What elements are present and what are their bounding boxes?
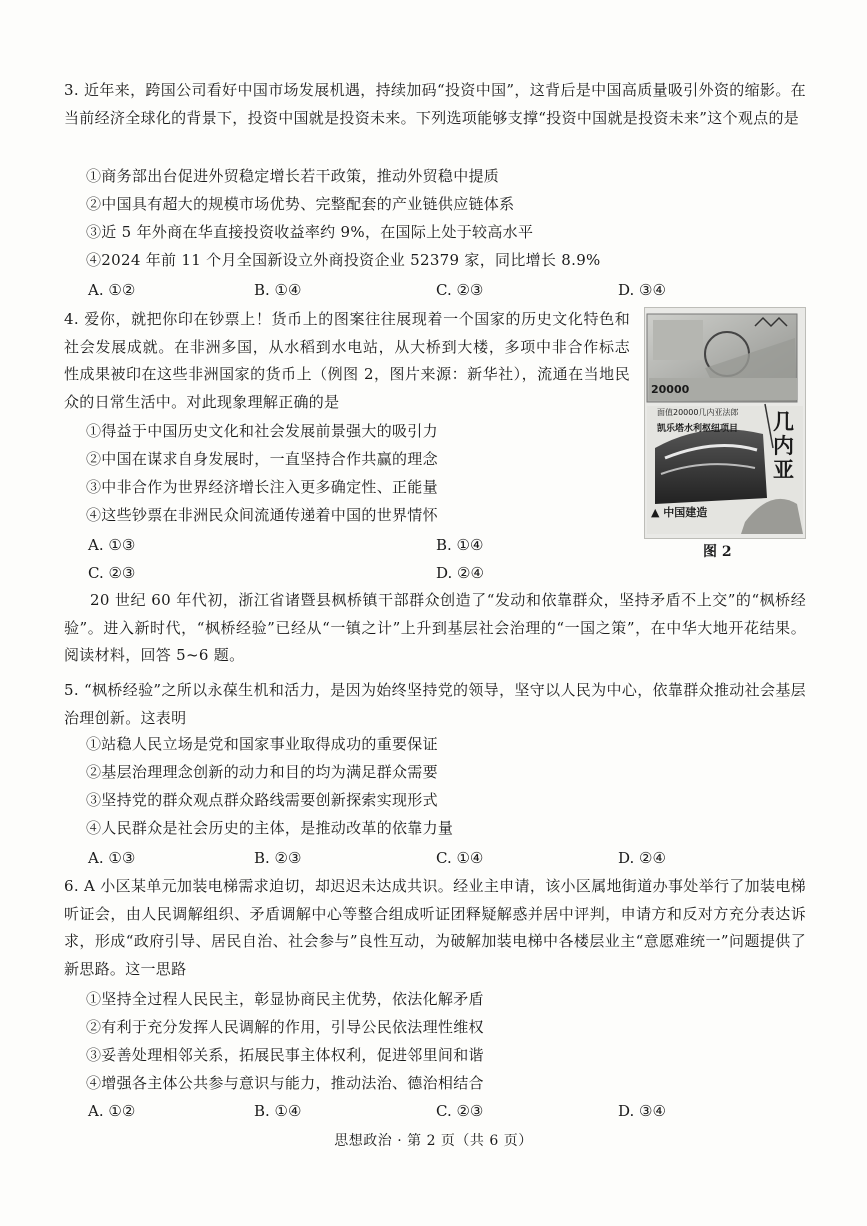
reading-material: 20 世纪 60 年代初，浙江省诸暨县枫桥镇干部群众创造了“发动和依靠群众，坚持矛盾不上交”的“枫桥经验”。进入新时代，“枫桥经验”已经从“一镇之计”上升到基层社会治理的“一国之策”，在中华大地开花结果。阅读材料，回答 5~6 题。: [64, 591, 806, 664]
question-4-item-2: ②中国在谋求自身发展时，一直坚持合作共赢的理念: [86, 450, 438, 468]
project-name: 凯乐塔水利枢纽项目: [657, 424, 739, 434]
figure-caption: 图 2: [703, 544, 732, 560]
question-6-item-1: ①坚持全过程人民民主，彰显协商民主优势，依法化解矛盾: [86, 990, 484, 1008]
option-c: C. ②③: [436, 281, 484, 299]
question-5-item-4: ④人民群众是社会历史的主体，是推动改革的依靠力量: [86, 819, 454, 837]
option-b: B. ②③: [254, 849, 302, 867]
option-d: D. ③④: [618, 281, 666, 299]
option-d: D. ②④: [618, 849, 666, 867]
option-b: B. ①④: [254, 1102, 302, 1120]
option-d: D. ②④: [436, 564, 484, 582]
option-b: B. ①④: [436, 536, 484, 554]
question-4-stem: 4. 爱你，就把你印在钞票上！货币上的图案往往展现着一个国家的历史文化特色和社会发展成就。在非洲多国，从水稻到水电站，从大桥到大楼，多项中非合作标志性成果被印在这些非洲国家的货币上（例图 2，图片来源：新华社），流通在当地民众的日常生活中。对此现象理解正确的是: [64, 310, 630, 411]
question-6-stem: 6. A 小区某单元加装电梯需求迫切，却迟迟未达成共识。经业主申请，该小区属地街道办事处举行了加装电梯听证会，由人民调解组织、矛盾调解中心等整合组成听证团释疑解惑并居中评判，申请方和反对方充分表达诉求，形成“政府引导、居民自治、社会参与”良性互动，为破解加装电梯中各楼层业主“意愿难统一”问题提供了新思路。这一思路: [64, 877, 806, 978]
question-6-item-3: ③妥善处理相邻关系，拓展民事主体权利，促进邻里间和谐: [86, 1046, 484, 1064]
question-4-item-1: ①得益于中国历史文化和社会发展前景强大的吸引力: [86, 422, 438, 440]
option-a: A. ①③: [88, 536, 136, 554]
question-6-item-2: ②有利于充分发挥人民调解的作用，引导公民依法理性维权: [86, 1018, 484, 1036]
option-a: A. ①②: [88, 1102, 136, 1120]
question-5-stem: 5. “枫桥经验”之所以永葆生机和活力，是因为始终坚持党的领导，坚守以人民为中心，依靠群众推动社会基层治理创新。这表明: [64, 681, 806, 727]
question-3-item-1: ①商务部出台促进外贸稳定增长若干政策，推动外贸稳中提质: [86, 167, 500, 185]
question-3-item-2: ②中国具有超大的规模市场优势、完整配套的产业链供应链体系: [86, 195, 515, 213]
question-5-item-3: ③坚持党的群众观点群众路线需要创新探索实现形式: [86, 791, 438, 809]
question-3-item-4: ④2024 年前 11 个月全国新设立外商投资企业 52379 家，同比增长 8.9%: [86, 251, 601, 269]
question-6-item-4: ④增强各主体公共参与意识与能力，推动法治、德治相结合: [86, 1074, 484, 1092]
company-label: ▲ 中国建造: [651, 506, 708, 519]
option-c: C. ①④: [436, 849, 484, 867]
question-5-item-1: ①站稳人民立场是党和国家事业取得成功的重要保证: [86, 735, 438, 753]
question-5-item-2: ②基层治理理念创新的动力和目的均为满足群众需要: [86, 763, 438, 781]
banknote-value: 20000: [651, 383, 690, 396]
option-c: C. ②③: [436, 1102, 484, 1120]
option-a: A. ①③: [88, 849, 136, 867]
page-footer: 思想政治 · 第 2 页（共 6 页）: [334, 1133, 533, 1149]
option-b: B. ①④: [254, 281, 302, 299]
question-4-item-3: ③中非合作为世界经济增长注入更多确定性、正能量: [86, 478, 438, 496]
banknote-banner: 面值20000几内亚法郎: [657, 408, 739, 417]
country-name: 几内亚: [773, 410, 794, 482]
question-3-stem: 3. 近年来，跨国公司看好中国市场发展机遇，持续加码“投资中国”，这背后是中国高质量吸引外资的缩影。在当前经济全球化的背景下，投资中国就是投资未来。下列选项能够支撑“投资中国就是投资未来”这个观点的是: [64, 81, 806, 127]
banknote-figure: [644, 307, 806, 539]
question-4-item-4: ④这些钞票在非洲民众间流通传递着中国的世界情怀: [86, 506, 438, 524]
option-c: C. ②③: [88, 564, 136, 582]
option-d: D. ③④: [618, 1102, 666, 1120]
option-a: A. ①②: [88, 281, 136, 299]
question-3-item-3: ③近 5 年外商在华直接投资收益率约 9%，在国际上处于较高水平: [86, 223, 534, 241]
